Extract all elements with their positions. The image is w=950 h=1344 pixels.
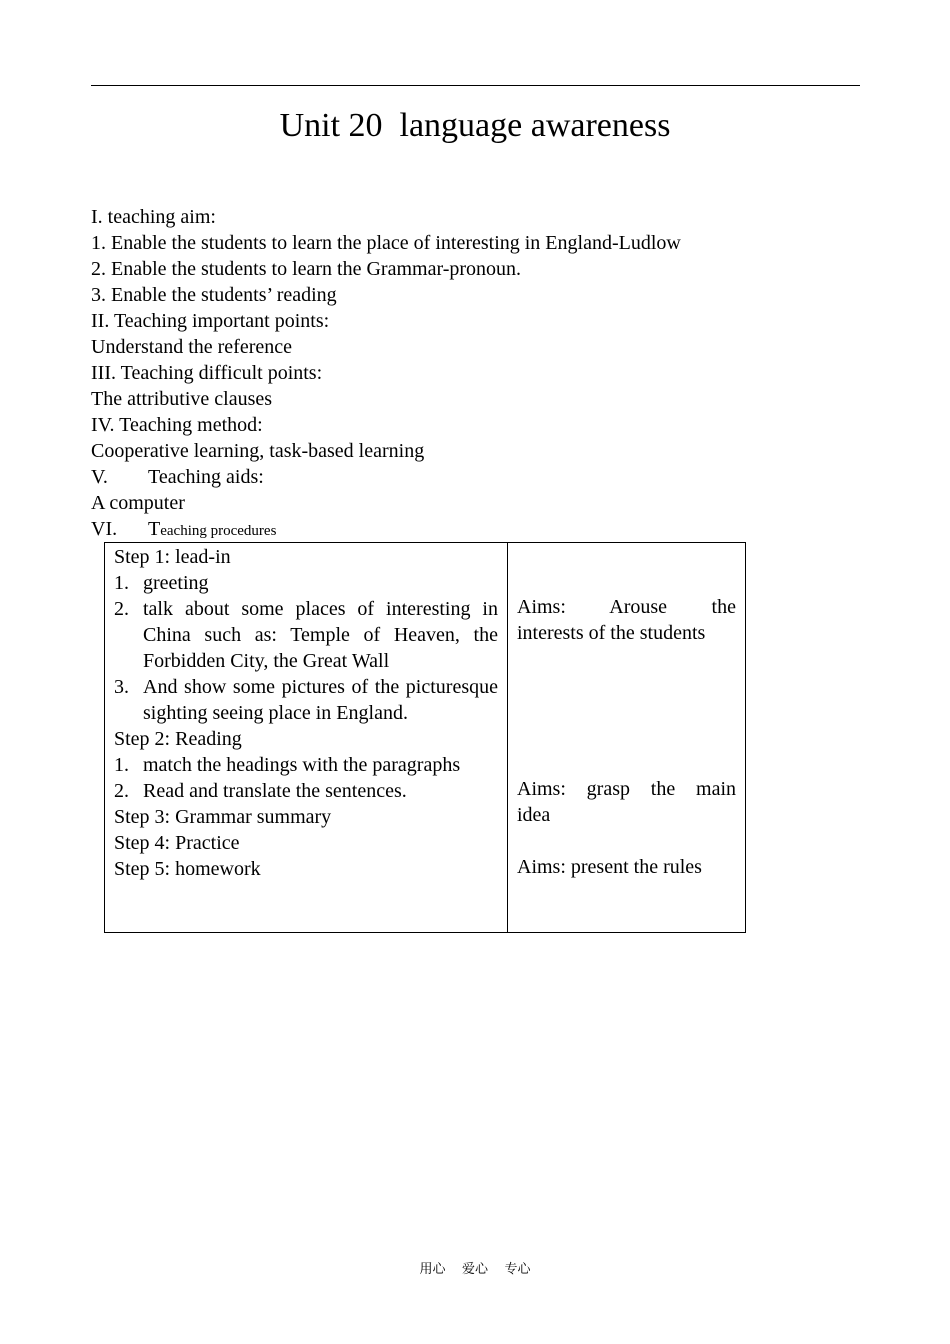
- procedures-steps-column: [105, 543, 508, 932]
- procedures-numeral: VI.: [91, 518, 118, 540]
- aim-line: Aims: grasp the main: [517, 778, 736, 800]
- aim-heading: I. teaching aim:: [91, 206, 216, 228]
- difficult-text: The attributive clauses: [91, 388, 273, 410]
- method-heading: IV. Teaching method:: [91, 414, 263, 436]
- list-item: [114, 596, 498, 674]
- aids-text: A computer: [91, 492, 185, 514]
- step-heading: Step 1: lead-in: [114, 546, 231, 568]
- aim-line: Aims: Arouse the: [517, 596, 736, 618]
- aids-numeral: V.: [91, 466, 108, 488]
- step3-aim: [517, 854, 736, 880]
- item-number: 3.: [114, 676, 129, 698]
- item-text: greeting: [143, 572, 209, 594]
- item-text: match the headings with the paragraphs: [143, 754, 461, 776]
- important-text: Understand the reference: [91, 336, 292, 358]
- item-number: 1.: [114, 754, 129, 776]
- document-title: Unit 20 language awareness: [279, 107, 671, 144]
- step1-aim: [517, 594, 736, 646]
- aids-heading: [91, 464, 871, 490]
- item-text: talk about some places of interesting in China such as: Temple of Heaven, the Forbidden City, the Great Wall: [143, 598, 498, 672]
- difficult-heading: III. Teaching difficult points:: [91, 362, 323, 384]
- aim-item: 2. Enable the students to learn the Grammar-pronoun.: [91, 258, 522, 280]
- procedures-heading-rest: eaching procedures: [160, 523, 277, 539]
- item-number: 2.: [114, 598, 129, 620]
- important-heading: II. Teaching important points:: [91, 310, 330, 332]
- page-footer: 用心 爱心 专心: [419, 1262, 531, 1277]
- method-text: Cooperative learning, task-based learning: [91, 440, 425, 462]
- aim-line: Aims: present the rules: [517, 856, 702, 878]
- item-number: 2.: [114, 780, 129, 802]
- step-heading: Step 4: Practice: [114, 832, 240, 854]
- procedures-aims-column: [508, 543, 745, 932]
- item-number: 1.: [114, 572, 129, 594]
- item-text: And show some pictures of the picturesque sighting seeing place in England.: [143, 676, 498, 724]
- step-heading: Step 3: Grammar summary: [114, 806, 332, 828]
- aids-heading-text: Teaching aids:: [148, 466, 264, 488]
- procedures-table: [104, 542, 746, 933]
- step-heading: Step 5: homework: [114, 858, 261, 880]
- step2-aim: [517, 776, 736, 828]
- list-item: [114, 752, 498, 778]
- procedures-heading: [91, 516, 871, 542]
- lesson-plan-body: [91, 204, 871, 542]
- header-rule: [91, 85, 860, 86]
- aim-line: idea: [517, 804, 551, 826]
- aim-item: 3. Enable the students’ reading: [91, 284, 337, 306]
- step-heading: Step 2: Reading: [114, 728, 242, 750]
- item-text: Read and translate the sentences.: [143, 780, 407, 802]
- procedures-heading-initial: T: [148, 518, 161, 540]
- aim-line: interests of the students: [517, 622, 706, 644]
- list-item: [114, 778, 498, 804]
- aim-item: 1. Enable the students to learn the place of interesting in England-Ludlow: [91, 232, 681, 254]
- list-item: [114, 674, 498, 726]
- list-item: [114, 570, 498, 596]
